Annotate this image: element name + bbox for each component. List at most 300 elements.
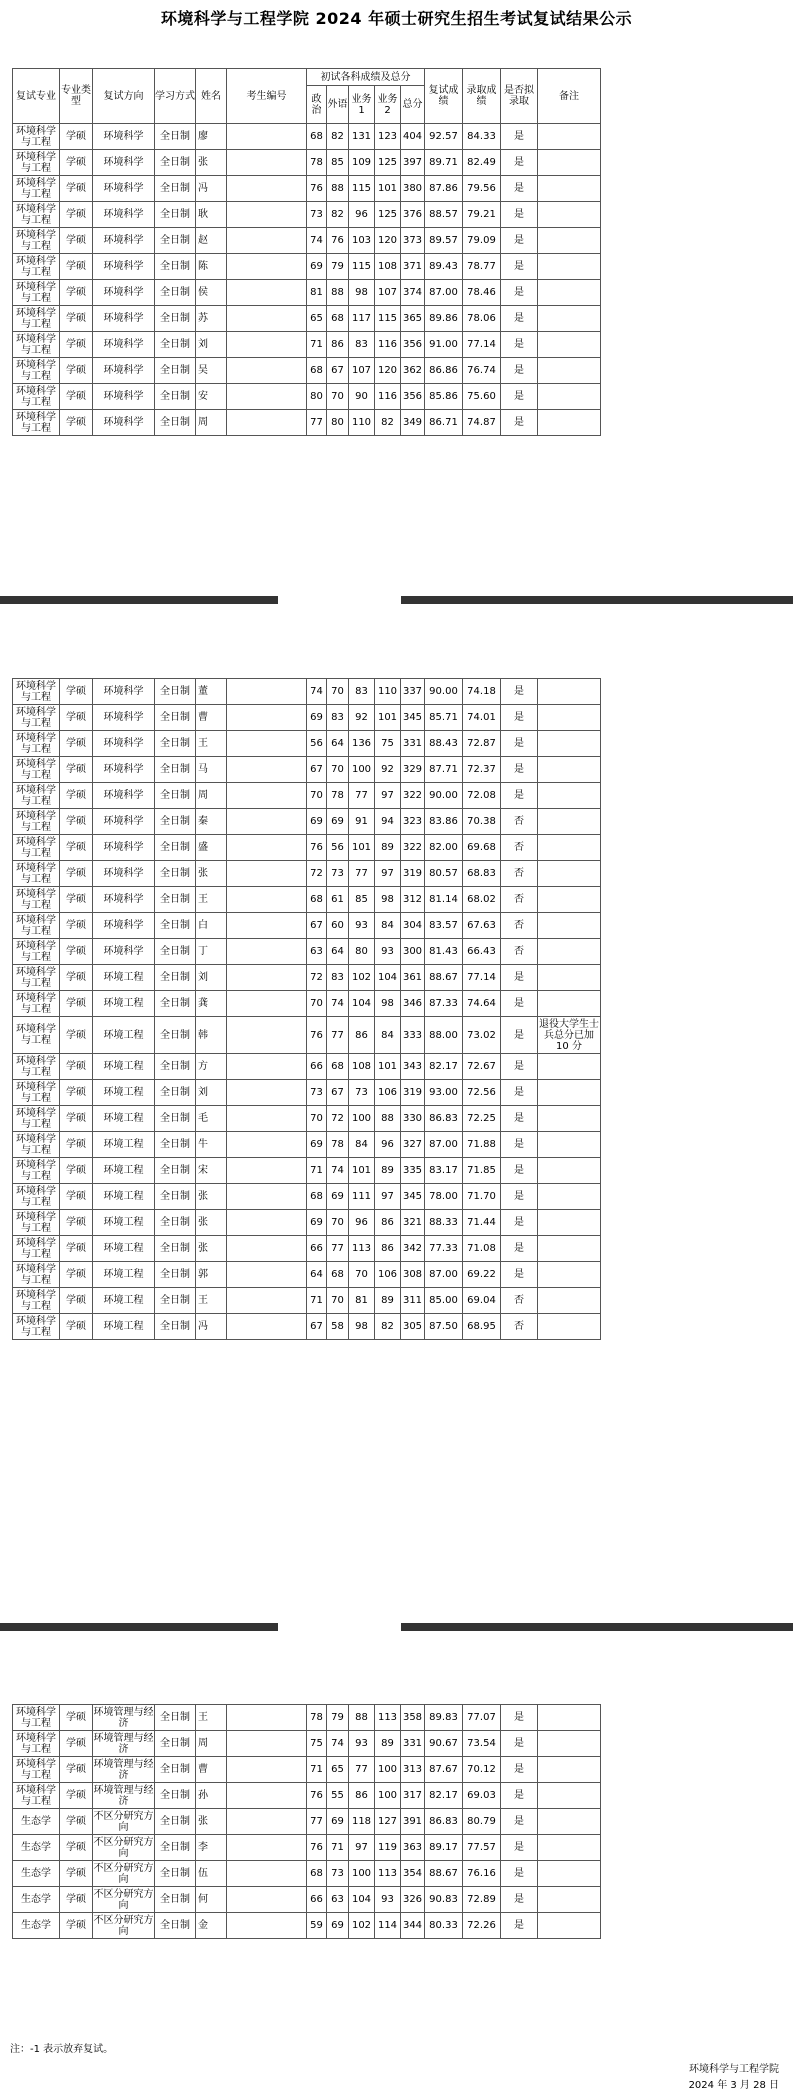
cell-name: 周 bbox=[196, 1731, 227, 1757]
cell-exam-id bbox=[227, 1783, 307, 1809]
cell-total: 308 bbox=[401, 1262, 425, 1288]
cell-direction: 环境科学 bbox=[93, 202, 155, 228]
cell-retest: 83.57 bbox=[425, 913, 463, 939]
cell-admit: 是 bbox=[501, 280, 538, 306]
cell-politics: 59 bbox=[307, 1913, 327, 1939]
cell-name: 张 bbox=[196, 1236, 227, 1262]
cell-subject-2: 113 bbox=[375, 1861, 401, 1887]
cell-admit: 是 bbox=[501, 965, 538, 991]
cell-remark bbox=[538, 1783, 601, 1809]
cell-language: 86 bbox=[327, 332, 349, 358]
cell-subject-1: 91 bbox=[349, 809, 375, 835]
cell-subject-1: 92 bbox=[349, 705, 375, 731]
cell-final: 77.14 bbox=[463, 332, 501, 358]
cell-final: 79.09 bbox=[463, 228, 501, 254]
cell-remark bbox=[538, 176, 601, 202]
cell-final: 79.21 bbox=[463, 202, 501, 228]
cell-subject-1: 86 bbox=[349, 1783, 375, 1809]
cell-politics: 80 bbox=[307, 384, 327, 410]
cell-total: 331 bbox=[401, 1731, 425, 1757]
cell-major: 环境科学与工程 bbox=[13, 731, 60, 757]
cell-remark bbox=[538, 1132, 601, 1158]
page-break-bar bbox=[0, 596, 278, 604]
cell-remark bbox=[538, 913, 601, 939]
cell-total: 362 bbox=[401, 358, 425, 384]
cell-remark bbox=[538, 124, 601, 150]
cell-major: 环境科学与工程 bbox=[13, 939, 60, 965]
cell-mode: 全日制 bbox=[155, 410, 196, 436]
cell-major: 环境科学与工程 bbox=[13, 358, 60, 384]
cell-admit: 是 bbox=[501, 1809, 538, 1835]
cell-direction: 环境工程 bbox=[93, 1314, 155, 1340]
header-exam-id: 考生编号 bbox=[227, 69, 307, 124]
cell-subject-1: 136 bbox=[349, 731, 375, 757]
cell-admit: 是 bbox=[501, 1132, 538, 1158]
cell-direction: 环境科学 bbox=[93, 306, 155, 332]
cell-direction: 环境科学 bbox=[93, 410, 155, 436]
cell-politics: 68 bbox=[307, 1184, 327, 1210]
table-row bbox=[13, 202, 601, 228]
cell-direction: 不区分研究方向 bbox=[93, 1836, 154, 1859]
cell-subject-1: 108 bbox=[349, 1054, 375, 1080]
cell-name: 王 bbox=[196, 1705, 227, 1731]
cell-mode: 全日制 bbox=[155, 1132, 196, 1158]
cell-subject-2: 125 bbox=[375, 150, 401, 176]
cell-major: 环境科学与工程 bbox=[13, 1262, 60, 1288]
cell-language: 79 bbox=[327, 1705, 349, 1731]
cell-exam-id bbox=[227, 384, 307, 410]
cell-remark bbox=[538, 1158, 601, 1184]
cell-language: 82 bbox=[327, 202, 349, 228]
cell-politics: 76 bbox=[307, 176, 327, 202]
cell-major: 生态学 bbox=[13, 1887, 60, 1913]
cell-direction: 环境工程 bbox=[93, 1158, 155, 1184]
cell-type: 学硕 bbox=[60, 150, 93, 176]
cell-name: 曹 bbox=[196, 1757, 227, 1783]
cell-language: 69 bbox=[327, 809, 349, 835]
header-remark: 备注 bbox=[538, 69, 601, 124]
cell-mode: 全日制 bbox=[155, 1158, 196, 1184]
cell-total: 326 bbox=[401, 1887, 425, 1913]
cell-subject-1: 104 bbox=[349, 991, 375, 1017]
cell-retest: 88.67 bbox=[425, 965, 463, 991]
cell-total: 335 bbox=[401, 1158, 425, 1184]
cell-language: 65 bbox=[327, 1757, 349, 1783]
cell-remark bbox=[538, 705, 601, 731]
cell-admit: 是 bbox=[501, 150, 538, 176]
cell-subject-2: 94 bbox=[375, 809, 401, 835]
cell-total: 363 bbox=[401, 1835, 425, 1861]
cell-major: 环境科学与工程 bbox=[13, 306, 60, 332]
cell-subject-2: 119 bbox=[375, 1835, 401, 1861]
cell-remark bbox=[538, 1288, 601, 1314]
cell-type: 学硕 bbox=[60, 965, 93, 991]
cell-mode: 全日制 bbox=[155, 332, 196, 358]
cell-type: 学硕 bbox=[60, 1314, 93, 1340]
cell-major: 环境科学与工程 bbox=[13, 887, 60, 913]
cell-mode: 全日制 bbox=[155, 991, 196, 1017]
cell-retest: 92.57 bbox=[425, 124, 463, 150]
cell-major: 环境科学与工程 bbox=[13, 150, 60, 176]
cell-total: 354 bbox=[401, 1861, 425, 1887]
cell-final: 71.08 bbox=[463, 1236, 501, 1262]
cell-remark bbox=[538, 202, 601, 228]
table-row bbox=[13, 1887, 601, 1913]
cell-subject-2: 93 bbox=[375, 939, 401, 965]
table-row bbox=[13, 1913, 601, 1939]
cell-retest: 81.14 bbox=[425, 887, 463, 913]
cell-total: 361 bbox=[401, 965, 425, 991]
header-final: 录取成绩 bbox=[463, 69, 501, 124]
cell-total: 313 bbox=[401, 1757, 425, 1783]
cell-language: 78 bbox=[327, 1132, 349, 1158]
cell-politics: 69 bbox=[307, 1132, 327, 1158]
table-row bbox=[13, 358, 601, 384]
cell-subject-2: 86 bbox=[375, 1236, 401, 1262]
cell-type: 学硕 bbox=[60, 1288, 93, 1314]
cell-subject-2: 113 bbox=[375, 1705, 401, 1731]
cell-remark bbox=[538, 1809, 601, 1835]
cell-mode: 全日制 bbox=[155, 731, 196, 757]
cell-exam-id bbox=[227, 1705, 307, 1731]
cell-subject-2: 96 bbox=[375, 1132, 401, 1158]
cell-politics: 68 bbox=[307, 358, 327, 384]
cell-final: 74.18 bbox=[463, 679, 501, 705]
header-name: 姓名 bbox=[196, 69, 227, 124]
cell-exam-id bbox=[227, 913, 307, 939]
cell-subject-2: 97 bbox=[375, 1184, 401, 1210]
cell-language: 79 bbox=[327, 254, 349, 280]
cell-total: 329 bbox=[401, 757, 425, 783]
cell-language: 73 bbox=[327, 1861, 349, 1887]
cell-total: 376 bbox=[401, 202, 425, 228]
cell-subject-2: 88 bbox=[375, 1106, 401, 1132]
cell-admit: 是 bbox=[501, 991, 538, 1017]
cell-direction: 环境科学 bbox=[93, 913, 155, 939]
cell-retest: 82.17 bbox=[425, 1783, 463, 1809]
cell-subject-2: 127 bbox=[375, 1809, 401, 1835]
cell-name: 盛 bbox=[196, 835, 227, 861]
header-retest: 复试成绩 bbox=[425, 69, 463, 124]
cell-admit: 否 bbox=[501, 913, 538, 939]
cell-remark bbox=[538, 1054, 601, 1080]
cell-retest: 81.43 bbox=[425, 939, 463, 965]
cell-subject-2: 101 bbox=[375, 1054, 401, 1080]
cell-language: 68 bbox=[327, 1054, 349, 1080]
cell-subject-2: 75 bbox=[375, 731, 401, 757]
cell-exam-id bbox=[227, 1809, 307, 1835]
cell-exam-id bbox=[227, 358, 307, 384]
table-row bbox=[13, 1236, 601, 1262]
cell-direction: 环境科学 bbox=[93, 783, 155, 809]
cell-exam-id bbox=[227, 202, 307, 228]
cell-exam-id bbox=[227, 150, 307, 176]
cell-exam-id bbox=[227, 1835, 307, 1861]
cell-subject-1: 102 bbox=[349, 1913, 375, 1939]
table-row bbox=[13, 410, 601, 436]
header-subject-2: 业务2 bbox=[375, 86, 401, 124]
cell-language: 63 bbox=[327, 1887, 349, 1913]
cell-retest: 85.00 bbox=[425, 1288, 463, 1314]
cell-language: 78 bbox=[327, 783, 349, 809]
cell-subject-1: 100 bbox=[349, 1106, 375, 1132]
cell-name: 安 bbox=[196, 384, 227, 410]
header-subject-1: 业务1 bbox=[349, 86, 375, 124]
cell-language: 74 bbox=[327, 991, 349, 1017]
cell-major: 环境科学与工程 bbox=[13, 228, 60, 254]
cell-remark bbox=[538, 1314, 601, 1340]
cell-direction: 环境科学 bbox=[93, 228, 155, 254]
cell-name: 冯 bbox=[196, 1314, 227, 1340]
cell-subject-1: 107 bbox=[349, 358, 375, 384]
cell-type: 学硕 bbox=[60, 202, 93, 228]
cell-direction: 环境科学 bbox=[93, 731, 155, 757]
cell-mode: 全日制 bbox=[155, 228, 196, 254]
cell-politics: 76 bbox=[307, 1017, 327, 1054]
cell-exam-id bbox=[227, 1158, 307, 1184]
cell-retest: 90.00 bbox=[425, 679, 463, 705]
table-row bbox=[13, 1809, 601, 1835]
cell-subject-1: 113 bbox=[349, 1236, 375, 1262]
cell-total: 321 bbox=[401, 1210, 425, 1236]
cell-exam-id bbox=[227, 1236, 307, 1262]
cell-total: 323 bbox=[401, 809, 425, 835]
cell-type: 学硕 bbox=[60, 783, 93, 809]
cell-language: 74 bbox=[327, 1731, 349, 1757]
cell-remark bbox=[538, 861, 601, 887]
cell-politics: 73 bbox=[307, 1080, 327, 1106]
cell-direction: 环境工程 bbox=[93, 1132, 155, 1158]
cell-retest: 89.57 bbox=[425, 228, 463, 254]
cell-total: 356 bbox=[401, 332, 425, 358]
cell-exam-id bbox=[227, 1288, 307, 1314]
cell-admit: 否 bbox=[501, 1288, 538, 1314]
cell-subject-2: 89 bbox=[375, 1158, 401, 1184]
cell-type: 学硕 bbox=[60, 1236, 93, 1262]
cell-exam-id bbox=[227, 1887, 307, 1913]
cell-exam-id bbox=[227, 124, 307, 150]
cell-retest: 77.33 bbox=[425, 1236, 463, 1262]
cell-major: 环境科学与工程 bbox=[13, 1783, 60, 1809]
cell-politics: 71 bbox=[307, 1158, 327, 1184]
cell-remark bbox=[538, 939, 601, 965]
cell-total: 319 bbox=[401, 861, 425, 887]
cell-remark bbox=[538, 254, 601, 280]
cell-exam-id bbox=[227, 861, 307, 887]
cell-total: 397 bbox=[401, 150, 425, 176]
cell-mode: 全日制 bbox=[155, 679, 196, 705]
header-initial-scores: 初试各科成绩及总分 bbox=[307, 69, 425, 86]
cell-name: 秦 bbox=[196, 809, 227, 835]
cell-direction: 环境工程 bbox=[93, 1106, 155, 1132]
table-row bbox=[13, 1210, 601, 1236]
cell-retest: 87.71 bbox=[425, 757, 463, 783]
cell-subject-2: 89 bbox=[375, 1288, 401, 1314]
cell-name: 陈 bbox=[196, 254, 227, 280]
cell-remark bbox=[538, 1236, 601, 1262]
cell-retest: 87.00 bbox=[425, 1262, 463, 1288]
cell-admit: 是 bbox=[501, 202, 538, 228]
cell-subject-1: 77 bbox=[349, 861, 375, 887]
cell-subject-2: 101 bbox=[375, 176, 401, 202]
cell-retest: 83.17 bbox=[425, 1158, 463, 1184]
table-row bbox=[13, 280, 601, 306]
cell-admit: 是 bbox=[501, 783, 538, 809]
header-type: 专业类型 bbox=[60, 69, 93, 124]
cell-mode: 全日制 bbox=[155, 358, 196, 384]
cell-mode: 全日制 bbox=[155, 809, 196, 835]
cell-major: 环境科学与工程 bbox=[13, 965, 60, 991]
cell-total: 391 bbox=[401, 1809, 425, 1835]
cell-subject-2: 106 bbox=[375, 1080, 401, 1106]
cell-retest: 82.00 bbox=[425, 835, 463, 861]
cell-total: 337 bbox=[401, 679, 425, 705]
table-row bbox=[13, 835, 601, 861]
cell-mode: 全日制 bbox=[155, 913, 196, 939]
cell-final: 72.37 bbox=[463, 757, 501, 783]
cell-retest: 88.67 bbox=[425, 1861, 463, 1887]
cell-subject-2: 97 bbox=[375, 783, 401, 809]
cell-name: 耿 bbox=[196, 202, 227, 228]
cell-politics: 68 bbox=[307, 124, 327, 150]
page-break-bar bbox=[401, 596, 793, 604]
cell-language: 70 bbox=[327, 757, 349, 783]
cell-language: 67 bbox=[327, 1080, 349, 1106]
cell-type: 学硕 bbox=[60, 939, 93, 965]
cell-remark bbox=[538, 1262, 601, 1288]
cell-remark bbox=[538, 1913, 601, 1939]
cell-subject-1: 101 bbox=[349, 1158, 375, 1184]
cell-type: 学硕 bbox=[60, 1913, 93, 1939]
cell-name: 侯 bbox=[196, 280, 227, 306]
cell-name: 王 bbox=[196, 887, 227, 913]
cell-final: 72.08 bbox=[463, 783, 501, 809]
cell-mode: 全日制 bbox=[155, 150, 196, 176]
cell-type: 学硕 bbox=[60, 384, 93, 410]
cell-type: 学硕 bbox=[60, 1132, 93, 1158]
cell-admit: 是 bbox=[501, 1158, 538, 1184]
cell-language: 68 bbox=[327, 1262, 349, 1288]
cell-retest: 80.57 bbox=[425, 861, 463, 887]
cell-type: 学硕 bbox=[60, 705, 93, 731]
cell-name: 牛 bbox=[196, 1132, 227, 1158]
cell-politics: 66 bbox=[307, 1887, 327, 1913]
cell-major: 环境科学与工程 bbox=[13, 1158, 60, 1184]
cell-major: 生态学 bbox=[13, 1809, 60, 1835]
cell-exam-id bbox=[227, 1210, 307, 1236]
cell-admit: 是 bbox=[501, 228, 538, 254]
cell-major: 环境科学与工程 bbox=[13, 1080, 60, 1106]
cell-subject-2: 106 bbox=[375, 1262, 401, 1288]
cell-final: 71.85 bbox=[463, 1158, 501, 1184]
cell-exam-id bbox=[227, 410, 307, 436]
cell-direction: 环境科学 bbox=[93, 358, 155, 384]
cell-remark bbox=[538, 1835, 601, 1861]
cell-type: 学硕 bbox=[60, 679, 93, 705]
cell-mode: 全日制 bbox=[155, 306, 196, 332]
cell-name: 曹 bbox=[196, 705, 227, 731]
cell-politics: 70 bbox=[307, 1106, 327, 1132]
table-row bbox=[13, 757, 601, 783]
cell-major: 环境科学与工程 bbox=[13, 1132, 60, 1158]
cell-mode: 全日制 bbox=[155, 1106, 196, 1132]
table-row bbox=[13, 705, 601, 731]
cell-subject-1: 100 bbox=[349, 1861, 375, 1887]
cell-subject-1: 104 bbox=[349, 1887, 375, 1913]
cell-direction: 环境科学 bbox=[93, 835, 155, 861]
cell-exam-id bbox=[227, 1262, 307, 1288]
cell-major: 环境科学与工程 bbox=[13, 202, 60, 228]
cell-subject-1: 103 bbox=[349, 228, 375, 254]
cell-subject-1: 73 bbox=[349, 1080, 375, 1106]
cell-major: 环境科学与工程 bbox=[13, 176, 60, 202]
cell-politics: 68 bbox=[307, 1861, 327, 1887]
cell-retest: 89.86 bbox=[425, 306, 463, 332]
cell-remark bbox=[538, 358, 601, 384]
cell-total: 374 bbox=[401, 280, 425, 306]
table-row bbox=[13, 913, 601, 939]
cell-subject-2: 98 bbox=[375, 991, 401, 1017]
cell-politics: 64 bbox=[307, 1262, 327, 1288]
cell-total: 342 bbox=[401, 1236, 425, 1262]
cell-name: 王 bbox=[196, 731, 227, 757]
cell-type: 学硕 bbox=[60, 1080, 93, 1106]
cell-name: 张 bbox=[196, 861, 227, 887]
cell-mode: 全日制 bbox=[155, 176, 196, 202]
cell-final: 72.89 bbox=[463, 1887, 501, 1913]
cell-name: 白 bbox=[196, 913, 227, 939]
cell-type: 学硕 bbox=[60, 1262, 93, 1288]
cell-remark bbox=[538, 1705, 601, 1731]
cell-major: 环境科学与工程 bbox=[13, 280, 60, 306]
cell-exam-id bbox=[227, 1861, 307, 1887]
cell-mode: 全日制 bbox=[155, 835, 196, 861]
cell-politics: 65 bbox=[307, 306, 327, 332]
cell-remark bbox=[538, 679, 601, 705]
cell-name: 张 bbox=[196, 1184, 227, 1210]
cell-major: 环境科学与工程 bbox=[13, 1288, 60, 1314]
cell-remark bbox=[538, 332, 601, 358]
cell-direction: 环境科学 bbox=[93, 332, 155, 358]
cell-major: 环境科学与工程 bbox=[13, 254, 60, 280]
cell-total: 356 bbox=[401, 384, 425, 410]
cell-retest: 87.67 bbox=[425, 1757, 463, 1783]
table-row bbox=[13, 783, 601, 809]
table-row bbox=[13, 679, 601, 705]
cell-final: 77.14 bbox=[463, 965, 501, 991]
cell-admit: 是 bbox=[501, 1106, 538, 1132]
cell-subject-1: 80 bbox=[349, 939, 375, 965]
cell-direction: 环境工程 bbox=[93, 1262, 155, 1288]
cell-final: 69.03 bbox=[463, 1783, 501, 1809]
cell-major: 环境科学与工程 bbox=[13, 705, 60, 731]
cell-final: 71.44 bbox=[463, 1210, 501, 1236]
cell-major: 环境科学与工程 bbox=[13, 991, 60, 1017]
cell-retest: 87.00 bbox=[425, 280, 463, 306]
cell-admit: 是 bbox=[501, 1887, 538, 1913]
cell-final: 71.70 bbox=[463, 1184, 501, 1210]
cell-total: 380 bbox=[401, 176, 425, 202]
cell-retest: 90.00 bbox=[425, 783, 463, 809]
cell-admit: 是 bbox=[501, 254, 538, 280]
cell-final: 70.12 bbox=[463, 1757, 501, 1783]
cell-exam-id bbox=[227, 783, 307, 809]
cell-subject-2: 93 bbox=[375, 1887, 401, 1913]
cell-exam-id bbox=[227, 1314, 307, 1340]
cell-name: 何 bbox=[196, 1887, 227, 1913]
table-row bbox=[13, 332, 601, 358]
cell-mode: 全日制 bbox=[155, 1080, 196, 1106]
